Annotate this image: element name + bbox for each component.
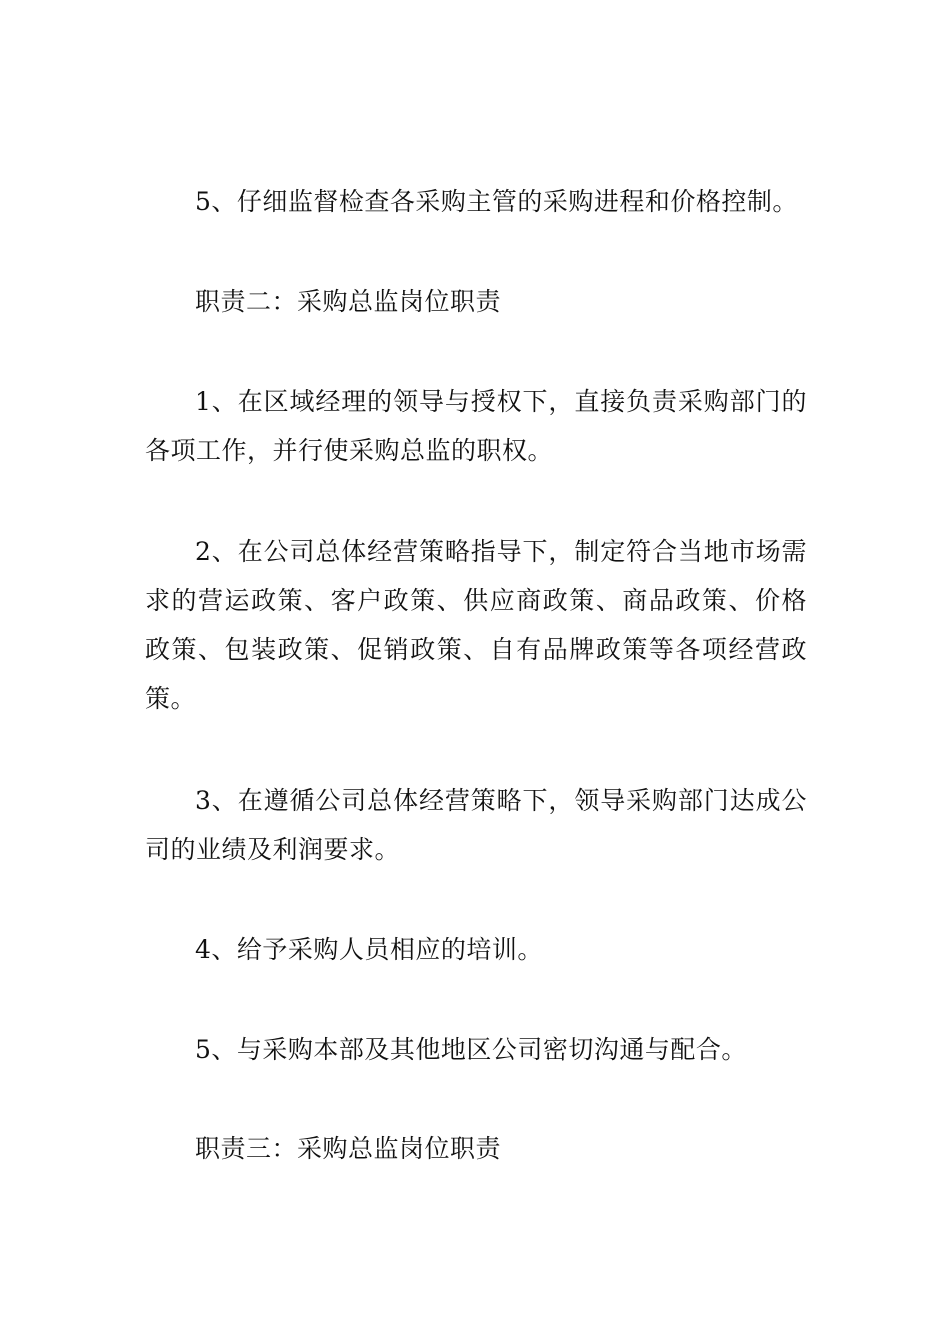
paragraph-item-3: 3、在遵循公司总体经营策略下，领导采购部门达成公司的业绩及利润要求。 <box>145 786 807 864</box>
paragraph-item-5-price-control: 5、仔细监督检查各采购主管的采购进程和价格控制。 <box>195 187 798 216</box>
paragraph-item-2: 2、在公司总体经营策略指导下，制定符合当地市场需求的营运政策、客户政策、供应商政策、商品政策、价格政策、包装政策、促销政策、自有品牌政策等各项经营政策。 <box>145 537 807 713</box>
paragraph-item-5-communication: 5、与采购本部及其他地区公司密切沟通与配合。 <box>195 1035 747 1064</box>
paragraph-item-1: 1、在区域经理的领导与授权下，直接负责采购部门的各项工作，并行使采购总监的职权。 <box>145 387 807 465</box>
section-heading-duty-three: 职责三：采购总监岗位职责 <box>195 1134 502 1163</box>
section-heading-duty-two: 职责二：采购总监岗位职责 <box>195 287 502 316</box>
paragraph-item-4: 4、给予采购人员相应的培训。 <box>195 935 543 964</box>
